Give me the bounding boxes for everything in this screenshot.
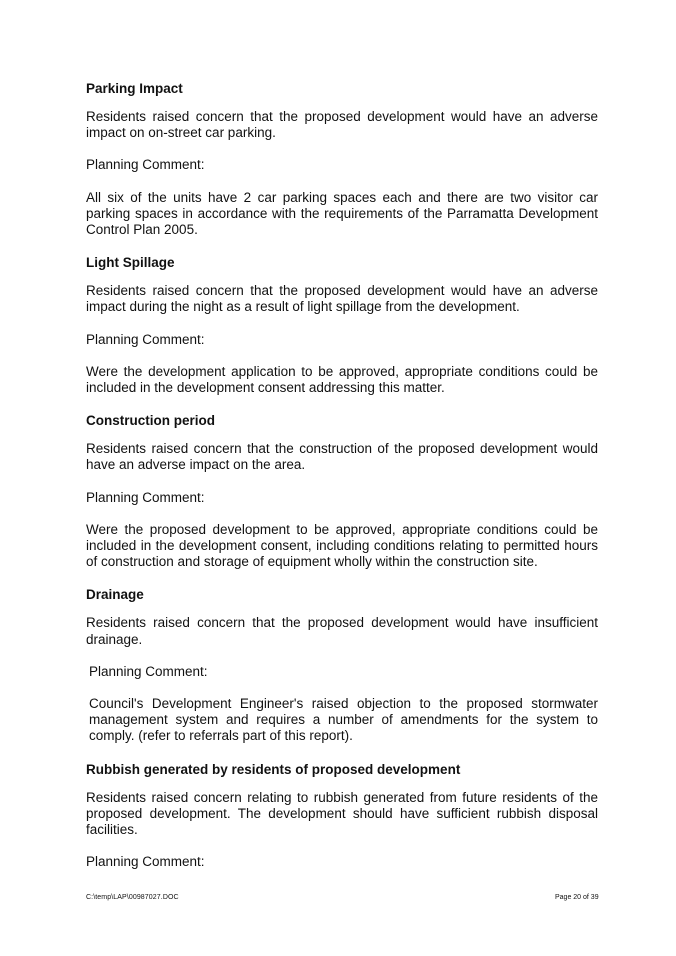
section-heading: Parking Impact	[86, 81, 183, 96]
footer-file-path: C:\temp\LAP\00987027.DOC	[86, 894, 179, 901]
residents-concern: Residents raised concern relating to rubbish generated from future residents of the proposed development. The development should have sufficient rubbish disposal facilities.	[86, 789, 598, 838]
section-construction-period	[86, 412, 598, 570]
residents-concern: Residents raised concern that the proposed development would have an adverse impact during the night as a result of light spillage from the development.	[86, 283, 598, 315]
section-heading: Construction period	[86, 413, 215, 429]
planning-comment-label: Planning Comment:	[89, 663, 208, 679]
planning-comment: Were the proposed development to be approved, appropriate conditions could be included in the development consent, including conditions relating to permitted hours of construction and storage of equipment wholly within the construction site.	[86, 521, 598, 570]
section-light-spillage	[86, 254, 598, 396]
section-drainage	[86, 586, 598, 744]
section-parking-impact	[86, 80, 598, 238]
footer-page-number: Page 20 of 39	[555, 894, 599, 901]
residents-concern: Residents raised concern that the proposed development would have insufficient drainage.	[86, 615, 598, 647]
residents-concern: Residents raised concern that the construction of the proposed development would have an adverse impact on the area.	[86, 441, 598, 473]
section-rubbish	[86, 761, 598, 871]
planning-comment-label: Planning Comment:	[86, 489, 205, 505]
planning-comment: Council's Development Engineer's raised objection to the proposed stormwater management system and requires a number of amendments for the system to comply. (refer to referrals part of this report).	[89, 696, 598, 744]
planning-comment-label: Planning Comment:	[86, 854, 205, 870]
document-body	[86, 80, 598, 886]
section-heading: Drainage	[86, 587, 144, 603]
planning-comment-label: Planning Comment:	[86, 157, 205, 173]
residents-concern: Residents raised concern that the proposed development would have an adverse impact on on-street car parking.	[86, 109, 598, 141]
section-heading: Light Spillage	[86, 255, 175, 271]
section-heading: Rubbish generated by residents of proposed development	[86, 761, 461, 777]
planning-comment: All six of the units have 2 car parking spaces each and there are two visitor car parking spaces in accordance with the requirements of the Parramatta Development Control Plan 2005.	[86, 189, 598, 238]
planning-comment: Were the development application to be approved, appropriate conditions could be included in the development consent addressing this matter.	[86, 363, 598, 396]
planning-comment-label: Planning Comment:	[86, 331, 205, 347]
